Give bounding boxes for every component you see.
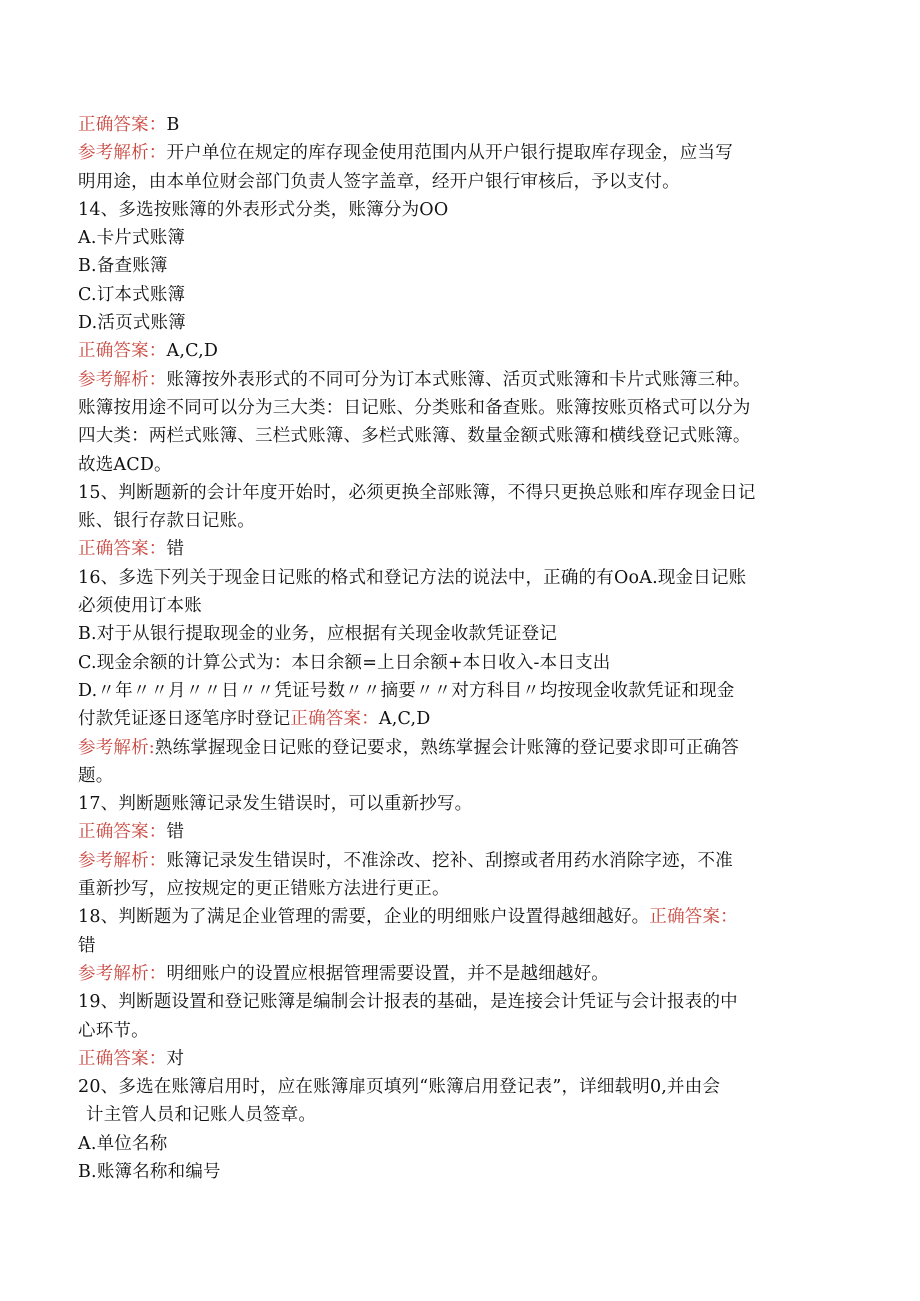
analysis-label: 参考解析：: [78, 963, 167, 984]
answer-value: 错: [166, 822, 185, 843]
analysis-text: 明用途，由本单位财会部门负责人签字盖章，经开户银行审核后，予以支付。: [78, 171, 680, 192]
option-d-answer-line: [78, 705, 858, 733]
question-text: 账、银行存款日记账。: [78, 511, 255, 532]
answer-label: 正确答案：: [78, 341, 167, 362]
answer-label: 正确答案：: [78, 1048, 167, 1069]
analysis-text: 故选ACD。: [78, 454, 172, 475]
analysis-text: 题。: [78, 765, 114, 786]
answer-value: 错: [78, 935, 96, 956]
answer-line: [78, 1045, 858, 1073]
analysis-text: 四大类：两栏式账簿、三栏式账簿、多栏式账簿、数量金额式账簿和横线登记式账簿。: [78, 426, 751, 447]
answer-label: 正确答案：: [78, 822, 167, 843]
question-text: 18、判断题为了满足企业管理的需要，企业的明细账户设置得越细越好。: [78, 907, 650, 928]
option-d: D.活页式账簿: [78, 313, 186, 334]
analysis-text: 重新抄写，应按规定的更正错账方法进行更正。: [78, 879, 450, 900]
analysis-text: 熟练掌握现金日记账的登记要求，熟练掌握会计账簿的登记要求即可正确答: [154, 737, 740, 758]
answer-value: A,C,D: [378, 709, 431, 730]
answer-label: 正确答案：: [649, 907, 738, 928]
answer-label: 正确答案：: [290, 709, 379, 730]
analysis-line: [78, 734, 858, 762]
option-a: A.单位名称: [78, 1133, 168, 1154]
analysis-line: [78, 366, 858, 394]
question-answer-line: [78, 903, 858, 931]
analysis-text: 账簿按用途不同可以分为三大类：日记账、分类账和备查账。账簿按账页格式可以分为: [78, 397, 751, 418]
analysis-line: [78, 960, 858, 988]
analysis-text: 账簿记录发生错误时，不准涂改、挖补、刮擦或者用药水消除字迹，不准: [166, 850, 733, 871]
option-a: A.卡片式账簿: [78, 228, 186, 249]
answer-label: 正确答案：: [78, 539, 167, 560]
question-text: 20、多选在账簿启用时，应在账簿扉页填列“账簿启用登记表”，详细载明0,并由会: [78, 1077, 721, 1098]
analysis-text: 账簿按外表形式的不同可分为订本式账簿、活页式账簿和卡片式账簿三种。: [166, 369, 751, 390]
option-d-text: 付款凭证逐日逐笔序时登记: [78, 709, 291, 730]
answer-line: [78, 535, 858, 563]
analysis-label: 参考解析：: [78, 143, 167, 164]
option-b: B.备查账簿: [78, 256, 168, 277]
question-text: 计主管人员和记账人员签章。: [86, 1105, 317, 1126]
option-d: D.〃年〃〃月〃〃日〃〃凭证号数〃〃摘要〃〃对方科目〃均按现金收款凭证和现金: [78, 680, 735, 701]
question-text: 19、判断题设置和登记账簿是编制会计报表的基础，是连接会计凭证与会计报表的中: [78, 992, 738, 1013]
answer-line: [78, 337, 858, 365]
option-b: B.账簿名称和编号: [78, 1161, 221, 1182]
analysis-text: 明细账户的设置应根据管理需要设置，并不是越细越好。: [166, 963, 609, 984]
answer-line: [78, 111, 858, 139]
question-text: 心环节。: [78, 1020, 149, 1041]
analysis-label: 参考解析：: [78, 850, 167, 871]
option-c: C.现金余额的计算公式为：本日余额=上日余额+本日收入-本日支出: [78, 652, 611, 673]
answer-value: B: [166, 115, 180, 135]
analysis-line: [78, 139, 858, 167]
option-c: C.订本式账簿: [78, 284, 186, 305]
option-b: B.对于从银行提取现金的业务，应根据有关现金收款凭证登记: [78, 624, 558, 645]
analysis-label: 参考解析:: [78, 737, 155, 758]
answer-label: 正确答案：: [78, 115, 167, 135]
answer-value: A,C,D: [166, 341, 219, 362]
question-text: 14、多选按账簿的外表形式分类，账簿分为OO: [78, 199, 449, 220]
question-text: 16、多选下列关于现金日记账的格式和登记方法的说法中，正确的有OoA.现金日记账: [78, 567, 747, 588]
analysis-label: 参考解析：: [78, 369, 167, 390]
answer-line: [78, 818, 858, 846]
question-text: 15、判断题新的会计年度开始时，必须更换全部账簿，不得只更换总账和库存现金日记: [78, 482, 756, 503]
question-text: 必须使用订本账: [78, 596, 202, 617]
document-page: [78, 111, 858, 1186]
question-text: 17、判断题账簿记录发生错误时，可以重新抄写。: [78, 794, 473, 815]
answer-value: 错: [166, 539, 185, 560]
answer-value: 对: [166, 1048, 185, 1069]
analysis-text: 开户单位在规定的库存现金使用范围内从开户银行提取库存现金，应当写: [166, 143, 733, 164]
analysis-line: [78, 847, 858, 875]
